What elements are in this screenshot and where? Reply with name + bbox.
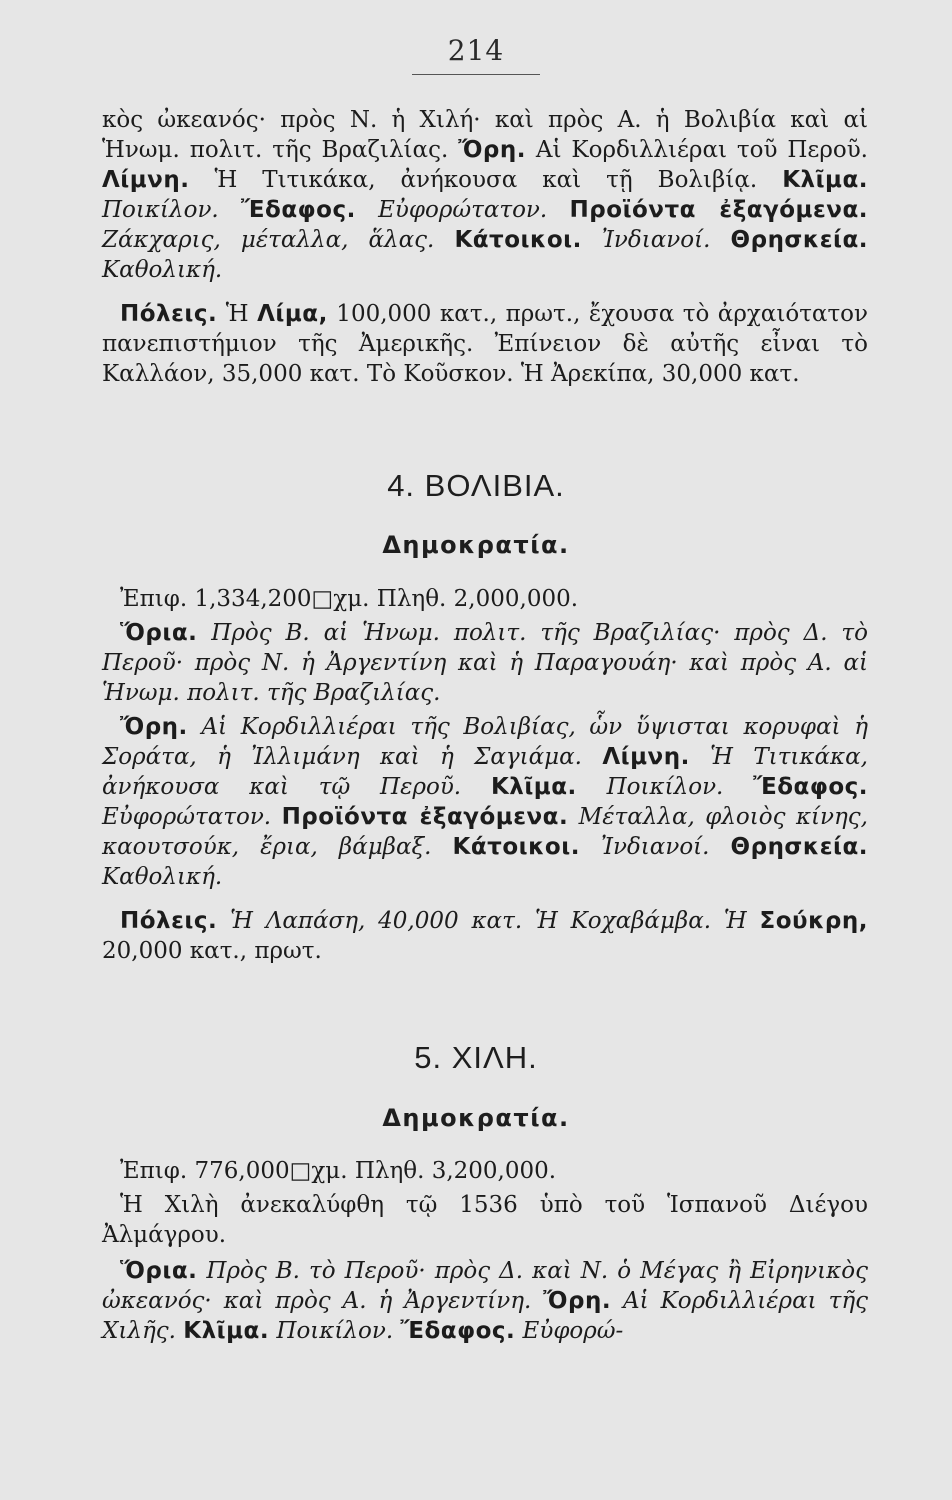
bolivia-oria-label: Ὅρια. (120, 620, 198, 646)
bolivia-thriskeia-text: Καθολική. (102, 864, 223, 890)
peru-paragraph (102, 105, 868, 285)
peru-edafos-label: Ἔδαφος. (241, 197, 356, 223)
bolivia-katoikoi-label: Κάτοικοι. (452, 834, 580, 860)
bolivia-soukri-label: Σούκρη, (759, 908, 868, 934)
peru-line1: κὸς ὠκεανός· πρὸς Ν. ἡ Χιλή· καὶ πρὸς Α. ἡ Βολιβία καὶ αἱ (102, 107, 868, 133)
chile-stats: Ἐπιφ. 776,000□χμ. Πληθ. 3,200,000. (120, 1158, 557, 1184)
bolivia-ori-label: Ὄρη. (120, 714, 188, 740)
chile-oria-text: Πρὸς Β. τὸ Περοῦ· πρὸς Δ. καὶ Ν. ὁ Μέγας ἢ Εἰρηνικὸς ὠκεανός· καὶ πρὸς Α. ἡ Ἀργεντίνη. (102, 1258, 868, 1314)
peru-cities-paragraph (102, 299, 868, 389)
bolivia-thriskeia-label: Θρησκεία. (730, 834, 868, 860)
chile-edafos-label: Ἔδαφος. (400, 1318, 516, 1344)
bolivia-katoikoi-text: Ἰνδιανοί. (579, 834, 731, 860)
peru-proionta-text: Ζάκχαρις, μέταλλα, ἅλας. (102, 227, 455, 253)
peru-klima-label: Κλῖμα. (782, 167, 868, 193)
bolivia-klima-text: Ποικίλον. (576, 774, 754, 800)
peru-poleis-pre: Ἡ (217, 301, 258, 327)
chile-title: 5. ΧΙΛΗ. (414, 1040, 538, 1075)
peru-edafos-text: Εὐφορώτατον. (355, 197, 570, 223)
chile-borders (102, 1256, 868, 1346)
peru-thriskeia-label: Θρησκεία. (730, 227, 868, 253)
bolivia-cities (102, 906, 868, 966)
bolivia-proionta-label: Προϊόντα ἐξαγόμενα. (281, 804, 569, 830)
bolivia-poleis-tail: 20,000 κατ., πρωτ. (102, 938, 322, 964)
bolivia-proionta-text: Μέταλλα, φλοιὸς κίνης, καουτσούκ, ἔρια, βάμβαξ. (102, 804, 868, 860)
bolivia-poleis-label: Πόλεις. (120, 908, 218, 934)
peru-line2: Ἡνωμ. πολιτ. τῆς Βραζιλίας. (102, 137, 459, 163)
peru-ori-text: Αἱ Κορδιλλιέραι τοῦ Περοῦ. (525, 137, 868, 163)
chile-oria-label: Ὅρια. (120, 1258, 198, 1284)
bolivia-ori-text: Αἱ Κορδιλλιέραι τῆς Βολιβίας, ὧν ὕψισται κορυφαὶ ἡ Σοράτα, ἡ Ἰλλιμάνη καὶ ἡ Σαγιάμα. (102, 714, 868, 770)
chile-discovery: Ἡ Χιλὴ ἀνεκαλύφθη τῷ 1536 ὑπὸ τοῦ Ἱσπανοῦ Διέγου Ἀλμάγρου. (102, 1192, 868, 1248)
bolivia-edafos-text: Εὐφορώτατον. (102, 804, 282, 830)
chile-klima-label: Κλῖμα. (183, 1318, 270, 1344)
peru-poleis-text: 100,000 κατ., πρωτ., ἔχουσα τὸ ἀρχαιότατον πανεπιστήμιον τῆς Ἀμερικῆς. Ἐπίνειον δὲ αὐτῆς εἶναι τὸ Καλλάον, 35,000 κατ. Τὸ Κοῦσκον. Ἡ Ἀρεκίπα, 30,000 κατ. (102, 301, 869, 387)
page-number-rule (412, 74, 540, 75)
chile-block (102, 1156, 868, 1346)
bolivia-stats: Ἐπιφ. 1,334,200□χμ. Πληθ. 2,000,000. (120, 586, 579, 612)
peru-katoikoi-text: Ἰνδιανοί. (581, 227, 731, 253)
bolivia-poleis-text: Ἡ Λαπάση, 40,000 κατ. Ἡ Κοχαβάμβα. Ἡ (217, 908, 760, 934)
bolivia-edafos-label: Ἔδαφος. (753, 774, 868, 800)
peru-thriskeia-text: Καθολική. (102, 257, 223, 283)
chile-ori-text: Αἱ Κορδιλλιέραι τῆς Χιλῆς. (102, 1288, 868, 1344)
bolivia-features (102, 712, 868, 892)
bolivia-limni-label: Λίμνη. (602, 744, 690, 770)
peru-poleis-label: Πόλεις. (120, 301, 218, 327)
page-number: 214 (447, 34, 505, 67)
bolivia-klima-label: Κλῖμα. (490, 774, 577, 800)
chile-edafos-text: Εὐφορώ- (515, 1318, 624, 1344)
bolivia-limni-text: Ἡ Τιτικάκα, ἀνήκουσα καὶ τῷ Περοῦ. (102, 744, 868, 800)
peru-lima-label: Λίμα, (257, 301, 328, 327)
peru-limni-label: Λίμνη. (102, 167, 190, 193)
bolivia-borders (102, 618, 868, 708)
peru-continuation-block (102, 105, 868, 389)
bolivia-oria-text: Πρὸς Β. αἱ Ἡνωμ. πολιτ. τῆς Βραζιλίας· πρὸς Δ. τὸ Περοῦ· πρὸς Ν. ἡ Ἀργεντίνη καὶ ἡ Παραγουάη· καὶ πρὸς Α. αἱ Ἡνωμ. πολιτ. τῆς Βραζιλίας. (102, 620, 868, 706)
peru-klima-text: Ποικίλον. (102, 197, 242, 223)
chile-ori-label: Ὄρη. (543, 1288, 612, 1314)
peru-limni-text: Ἡ Τιτικάκα, ἀνήκουσα καὶ τῇ Βολιβίᾳ. (189, 167, 783, 193)
peru-katoikoi-label: Κάτοικοι. (454, 227, 582, 253)
bolivia-block (102, 584, 868, 966)
chile-klima-text: Ποικίλον. (269, 1318, 401, 1344)
bolivia-title: 4. ΒΟΛΙΒΙΑ. (387, 468, 565, 503)
bolivia-subtitle: Δημοκρατία. (382, 531, 570, 559)
peru-proionta-label: Προϊόντα ἐξαγόμενα. (569, 197, 868, 223)
peru-ori-label: Ὄρη. (458, 137, 526, 163)
chile-subtitle: Δημοκρατία. (382, 1104, 570, 1132)
